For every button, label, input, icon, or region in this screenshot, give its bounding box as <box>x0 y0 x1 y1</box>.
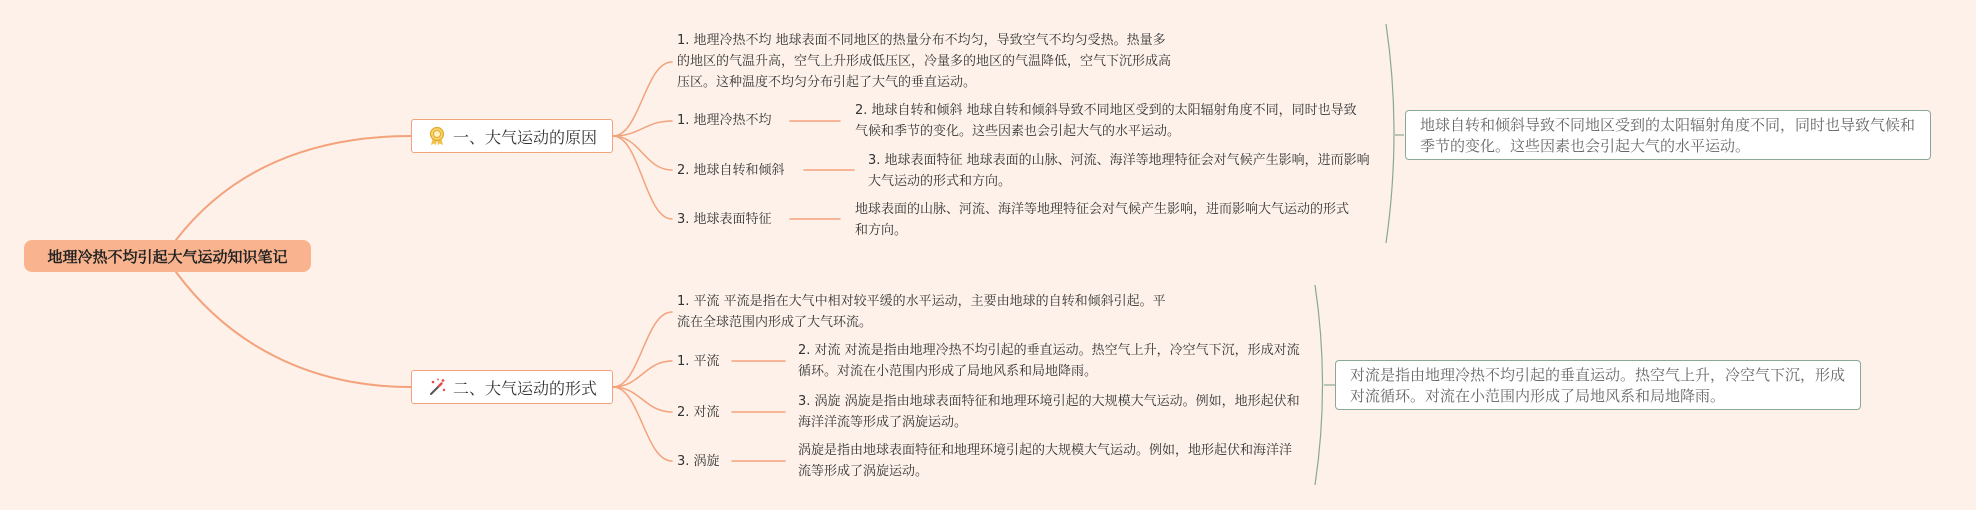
topic2-item3-node[interactable] <box>677 451 720 472</box>
topic1-item1-node[interactable] <box>677 110 772 131</box>
topic2-item3-detail: 涡旋是指由地球表面特征和地理环境引起的大规模大气运动。例如，地形起伏和海洋洋流等形成了涡旋运动。 <box>798 443 1293 479</box>
root-to-topic2-connector <box>176 272 411 387</box>
topic1-item2-detail: 3. 地球表面特征 地球表面的山脉、河流、海洋等地理特征会对气候产生影响，进而影响大气运动的形式和方向。 <box>868 153 1370 189</box>
topic2-item2-label: 2. 对流 <box>677 405 720 420</box>
topic2-item3-connector <box>613 387 672 461</box>
topic1-item1-detail: 2. 地球自转和倾斜 地球自转和倾斜导致不同地区受到的太阳辐射角度不同，同时也导致气候和季节的变化。这些因素也会引起大气的水平运动。 <box>855 103 1357 139</box>
magic-wand-icon <box>427 377 447 397</box>
topic2-item1-label: 1. 平流 <box>677 354 720 369</box>
topic2-item3-label: 3. 涡旋 <box>677 454 720 469</box>
topic1-item3-detail: 地球表面的山脉、河流、海洋等地理特征会对气候产生影响，进而影响大气运动的形式和方向。 <box>855 202 1350 238</box>
topic2-item2-node[interactable] <box>677 402 720 423</box>
topic1-item2-detail-node[interactable] <box>868 150 1373 192</box>
topic1-node[interactable] <box>411 119 613 153</box>
topic1-item3-connector <box>613 136 672 219</box>
topic2-item1-detail-node[interactable] <box>798 340 1300 382</box>
topic2-summary-text: 对流是指由地理冷热不均引起的垂直运动。热空气上升，冷空气下沉，形成对流循环。对流在小范围内形成了局地风系和局地降雨。 <box>1350 366 1846 405</box>
topic2-item1-node[interactable] <box>677 351 720 372</box>
topic2-item3-detail-node[interactable] <box>798 440 1300 482</box>
topic2-intro-connector <box>613 312 672 387</box>
topic1-intro-node[interactable] <box>677 30 1177 93</box>
award-ribbon-icon <box>427 126 447 146</box>
topic1-summary-text: 地球自转和倾斜导致不同地区受到的太阳辐射角度不同，同时也导致气候和季节的变化。这些因素也会引起大气的水平运动。 <box>1420 116 1916 155</box>
topic1-summary-note[interactable] <box>1405 110 1931 160</box>
topic1-item3-detail-node[interactable] <box>855 199 1360 241</box>
topic2-item1-detail: 2. 对流 对流是指由地理冷热不均引起的垂直运动。热空气上升，冷空气下沉，形成对流循环。对流在小范围内形成了局地风系和局地降雨。 <box>798 343 1300 379</box>
root-to-topic1-connector <box>176 136 411 240</box>
topic2-intro-node[interactable] <box>677 291 1177 333</box>
topic1-item1-detail-node[interactable] <box>855 100 1360 142</box>
topic2-item2-detail: 3. 涡旋 涡旋是指由地球表面特征和地理环境引起的大规模大气运动。例如，地形起伏和海洋洋流等形成了涡旋运动。 <box>798 394 1300 430</box>
topic1-item2-label: 2. 地球自转和倾斜 <box>677 163 785 178</box>
topic1-item3-node[interactable] <box>677 209 772 230</box>
topic1-intro-text: 1. 地理冷热不均 地球表面不同地区的热量分布不均匀，导致空气不均匀受热。热量多的地区的气温升高，空气上升形成低压区，冷量多的地区的气温降低，空气下沉形成高压区。这种温度不均匀分布引起了大气的垂直运动。 <box>677 33 1172 90</box>
topic1-item2-node[interactable] <box>677 160 785 181</box>
topic1-item1-label: 1. 地理冷热不均 <box>677 113 772 128</box>
root-node[interactable] <box>24 240 311 272</box>
topic2-summary-bracket <box>1315 285 1323 485</box>
topic1-intro-connector <box>613 62 672 136</box>
topic2-intro-text: 1. 平流 平流是指在大气中相对较平缓的水平运动，主要由地球的自转和倾斜引起。平流在全球范围内形成了大气环流。 <box>677 294 1166 330</box>
topic2-item2-detail-node[interactable] <box>798 391 1300 433</box>
topic2-summary-note[interactable] <box>1335 360 1861 410</box>
topic1-item3-label: 3. 地球表面特征 <box>677 212 772 227</box>
root-title: 地理冷热不均引起大气运动知识笔记 <box>47 247 288 266</box>
topic1-item2-connector <box>613 136 672 170</box>
topic2-title: 二、大气运动的形式 <box>452 378 597 398</box>
topic1-title: 一、大气运动的原因 <box>452 127 597 147</box>
topic2-node[interactable] <box>411 370 613 404</box>
topic1-summary-bracket <box>1386 24 1394 243</box>
